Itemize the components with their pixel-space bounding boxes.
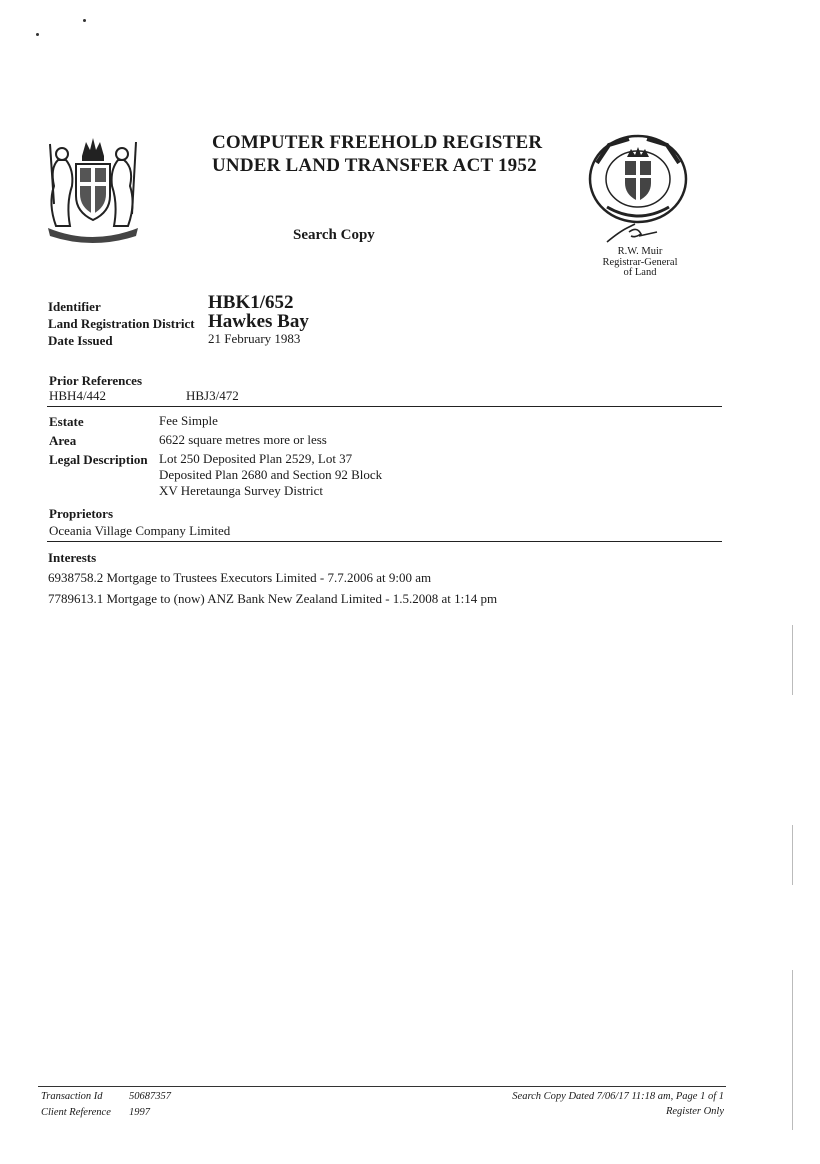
interests-label: Interests (48, 550, 97, 565)
signature-icon (605, 222, 665, 244)
district-value: Hawkes Bay (208, 311, 309, 332)
interest-item-1: 6938758.2 Mortgage to Trustees Executors Limited - 7.7.2006 at 9:00 am (48, 570, 432, 585)
identifier-value: HBK1/652 (208, 292, 294, 313)
register-only: Register Only (665, 1106, 724, 1117)
client-reference-value: 1997 (129, 1107, 150, 1118)
signatory-block (580, 247, 700, 279)
document-title (212, 131, 542, 177)
signatory-title-line-2: of Land (623, 267, 657, 278)
scan-edge-mark (792, 970, 793, 1130)
legal-description-label: Legal Description (49, 452, 148, 467)
section-divider (47, 541, 722, 542)
area-value: 6622 square metres more or less (159, 432, 327, 447)
prior-reference-1: HBH4/442 (49, 388, 107, 403)
interest-item-2: 7789613.1 Mortgage to (now) ANZ Bank New Zealand Limited - 1.5.2008 at 1:14 pm (48, 591, 498, 606)
date-issued-label: Date Issued (48, 333, 113, 348)
section-divider (47, 406, 722, 407)
legal-description-line-2: Deposited Plan 2680 and Section 92 Block (159, 467, 383, 482)
legal-description-line-1: Lot 250 Deposited Plan 2529, Lot 37 (159, 451, 353, 466)
signatory-name: R.W. Muir (617, 246, 663, 257)
area-label: Area (49, 433, 77, 448)
registrar-general-seal-icon (587, 133, 689, 225)
client-reference-label: Client Reference (41, 1107, 111, 1118)
scan-edge-mark (792, 825, 793, 885)
identifier-label: Identifier (48, 299, 101, 314)
date-issued-value: 21 February 1983 (208, 331, 301, 346)
scan-edge-mark (792, 625, 793, 695)
estate-value: Fee Simple (159, 413, 218, 428)
proprietors-value: Oceania Village Company Limited (49, 523, 231, 538)
estate-label: Estate (49, 414, 84, 429)
title-line-1: COMPUTER FREEHOLD REGISTER (212, 132, 543, 153)
scan-dot (83, 19, 86, 22)
proprietors-label: Proprietors (49, 506, 114, 521)
signatory-title-line-1: Registrar-General (602, 256, 678, 268)
transaction-id-value: 50687357 (129, 1091, 171, 1102)
search-copy-label: Search Copy (293, 227, 375, 243)
prior-reference-2: HBJ3/472 (186, 388, 239, 403)
title-line-2: UNDER LAND TRANSFER ACT 1952 (212, 155, 537, 176)
transaction-id-label: Transaction Id (41, 1091, 103, 1102)
legal-description-line-3: XV Heretaunga Survey District (159, 483, 324, 498)
district-label: Land Registration District (48, 316, 195, 331)
search-copy-dated: Search Copy Dated 7/06/17 11:18 am, Page 1 of 1 (512, 1091, 724, 1102)
coat-of-arms-icon (40, 134, 145, 246)
prior-references-label: Prior References (49, 373, 142, 388)
footer-divider (38, 1086, 726, 1087)
scan-dot (36, 33, 39, 36)
